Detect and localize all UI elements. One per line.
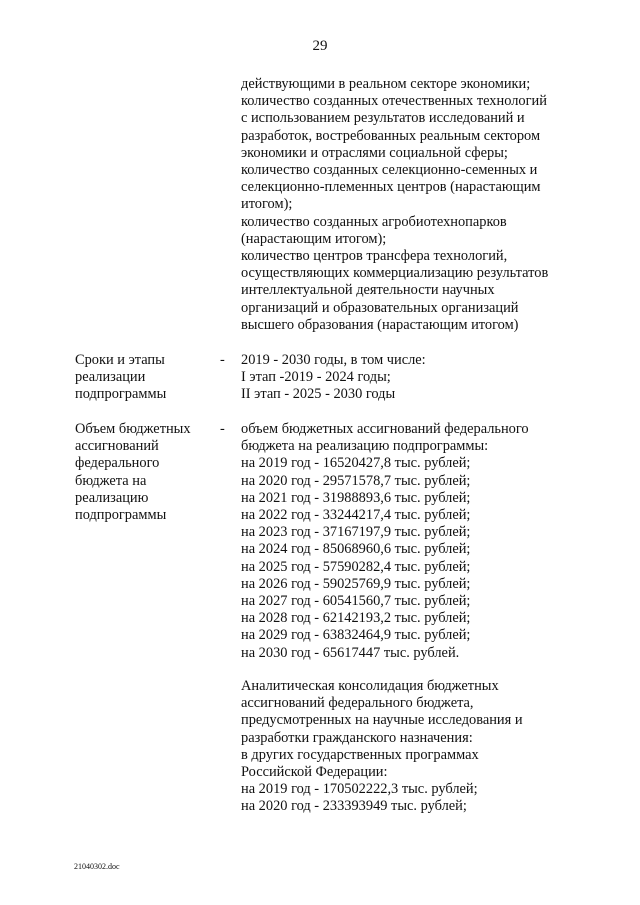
terms-label (75, 352, 225, 404)
budget-year-line: на 2027 год - 60541560,7 тыс. рублей; (241, 593, 471, 610)
text-line: объем бюджетных ассигнований федерального (241, 421, 529, 437)
budget-year-line: на 2030 год - 65617447 тыс. рублей. (241, 644, 460, 661)
terms-content (241, 352, 631, 404)
budget-label (75, 421, 225, 524)
label-line: подпрограммы (75, 507, 167, 524)
text-line: 2019 - 2030 годы, в том числе: (241, 352, 426, 368)
budget-year-line: на 2019 год - 170502222,3 тыс. рублей; (241, 781, 478, 798)
text-line: разработок, востребованных реальным сектором (241, 127, 541, 144)
budget-year-line: на 2026 год - 59025769,9 тыс. рублей; (241, 575, 471, 592)
label-line: федерального (75, 455, 160, 472)
text-line: Российской Федерации: (241, 764, 388, 781)
text-line: высшего образования (нарастающим итогом) (241, 316, 519, 333)
label-line: Сроки и этапы (75, 352, 165, 368)
text-line: действующими в реальном секторе экономики; (241, 76, 531, 92)
budget-year-line: на 2021 год - 31988893,6 тыс. рублей; (241, 489, 471, 506)
text-line: (нарастающим итогом); (241, 230, 387, 247)
text-line: бюджета на реализацию подпрограммы: (241, 438, 489, 455)
text-line: I этап -2019 - 2024 годы; (241, 369, 391, 386)
text-line: разработки гражданского назначения: (241, 729, 473, 746)
terms-dash: - (220, 352, 225, 368)
text-line: предусмотренных на научные исследования и (241, 712, 523, 729)
text-line: экономики и отраслями социальной сферы; (241, 144, 508, 161)
text-line: количество созданных селекционно-семенных и (241, 162, 538, 179)
text-line: интеллектуальной деятельности научных (241, 282, 495, 299)
text-line: количество созданных агробиотехнопарков (241, 213, 507, 230)
analytic-consolidation-block (241, 678, 631, 816)
text-line: ассигнований федерального бюджета, (241, 695, 474, 712)
text-line: количество созданных отечественных технологий (241, 93, 547, 110)
continued-indicators-block (241, 76, 631, 334)
text-line: селекционно-племенных центров (нарастающим (241, 179, 541, 196)
label-line: реализации (75, 369, 146, 386)
budget-year-line: на 2025 год - 57590282,4 тыс. рублей; (241, 558, 471, 575)
text-line: Аналитическая консолидация бюджетных (241, 678, 499, 694)
label-line: Объем бюджетных (75, 421, 191, 437)
page-number: 29 (312, 38, 328, 54)
budget-year-line: на 2020 год - 29571578,7 тыс. рублей; (241, 472, 471, 489)
budget-year-line: на 2023 год - 37167197,9 тыс. рублей; (241, 524, 471, 541)
budget-year-line: на 2019 год - 16520427,8 тыс. рублей; (241, 455, 471, 472)
budget-year-line: на 2024 год - 85068960,6 тыс. рублей; (241, 541, 471, 558)
label-line: реализацию (75, 489, 149, 506)
text-line: количество центров трансфера технологий, (241, 248, 508, 265)
label-line: подпрограммы (75, 386, 167, 403)
text-line: итогом); (241, 196, 293, 213)
budget-dash: - (220, 421, 225, 437)
text-line: с использованием результатов исследований и (241, 110, 525, 127)
document-file-code: 21040302.doc (74, 862, 120, 871)
text-line: II этап - 2025 - 2030 годы (241, 386, 396, 403)
budget-year-line: на 2020 год - 233393949 тыс. рублей; (241, 798, 467, 815)
budget-year-line: на 2028 год - 62142193,2 тыс. рублей; (241, 610, 471, 627)
text-line: осуществляющих коммерциализацию результатов (241, 265, 549, 282)
budget-year-line: на 2029 год - 63832464,9 тыс. рублей; (241, 627, 471, 644)
label-line: бюджета на (75, 472, 147, 489)
label-line: ассигнований (75, 438, 159, 455)
budget-content (241, 421, 631, 662)
budget-year-line: на 2022 год - 33244217,4 тыс. рублей; (241, 507, 471, 524)
text-line: в других государственных программах (241, 746, 479, 763)
text-line: организаций и образовательных организаций (241, 299, 519, 316)
